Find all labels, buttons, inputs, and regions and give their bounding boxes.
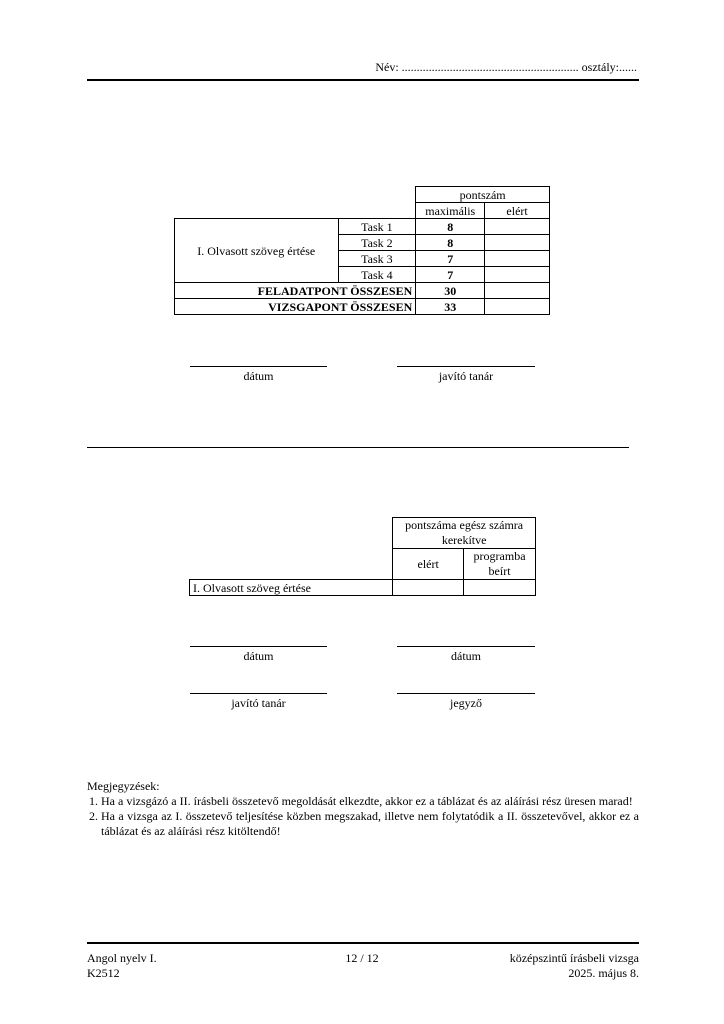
- col-program-header: programba beírt: [464, 549, 536, 580]
- task-total-achieved-cell[interactable]: [485, 283, 550, 299]
- task-label: Task 3: [338, 251, 416, 267]
- task-max: 7: [416, 251, 485, 267]
- task-total-label: FELADATPONT ÖSSZESEN: [175, 283, 416, 299]
- note-item: 2. Ha a vizsga az I. összetevő teljesítése közben megszakad, illetve nem folytatódik a II. összetevővel, akkor ez a táblázat és az aláírási rész kitöltendő!: [101, 809, 639, 839]
- task-achieved-cell[interactable]: [485, 219, 550, 235]
- date-label: dátum: [243, 649, 274, 663]
- rounded-achieved-cell[interactable]: [393, 580, 464, 596]
- section-divider: [87, 447, 629, 448]
- program-entered-cell[interactable]: [464, 580, 536, 596]
- task-label: Task 2: [338, 235, 416, 251]
- footer-right: [510, 951, 639, 981]
- exam-total-max: 33: [416, 299, 485, 315]
- subject-name: Angol nyelv I.: [87, 951, 157, 965]
- page-number: 12 / 12: [345, 951, 379, 965]
- footer-left: [87, 951, 157, 981]
- col-achieved-header: elért: [393, 549, 464, 580]
- notes-section: [87, 779, 639, 839]
- examiner-signature-line[interactable]: [397, 366, 535, 367]
- task-achieved-cell[interactable]: [485, 267, 550, 283]
- notary-signature-line[interactable]: [397, 693, 535, 694]
- section-label: I. Olvasott szöveg értése: [175, 219, 339, 283]
- exam-type: középszintű írásbeli vizsga: [509, 951, 639, 965]
- section-label: I. Olvasott szöveg értése: [190, 580, 393, 596]
- col-max-header: maximális: [416, 203, 485, 219]
- examiner-label: javító tanár: [231, 696, 286, 710]
- date-signature-line[interactable]: [397, 646, 535, 647]
- header-divider: [87, 79, 639, 81]
- exam-total-achieved-cell[interactable]: [485, 299, 550, 315]
- date-signature-line[interactable]: [190, 646, 327, 647]
- notes-title: Megjegyzések:: [87, 779, 160, 793]
- note-item: 1. Ha a vizsgázó a II. írásbeli összetevő megoldását elkezdte, akkor ez a táblázat és az aláírási rész üresen marad!: [101, 794, 639, 809]
- date-label: dátum: [451, 649, 481, 663]
- task-achieved-cell[interactable]: [485, 251, 550, 267]
- task-total-max: 30: [416, 283, 485, 299]
- date-signature-line[interactable]: [190, 366, 327, 367]
- exam-date: 2025. május 8.: [568, 966, 639, 980]
- rounded-score-table: [189, 517, 536, 596]
- examiner-label: javító tanár: [438, 369, 494, 383]
- footer-divider: [87, 942, 639, 944]
- col-achieved-header: elért: [485, 203, 550, 219]
- name-class-field: Név: ........................................................... osztály:......: [375, 60, 637, 74]
- task-max: 8: [416, 235, 485, 251]
- task-achieved-cell[interactable]: [485, 235, 550, 251]
- score-table: [174, 186, 550, 315]
- exam-code: K2512: [87, 966, 120, 980]
- rounded-group-header: pontszáma egész számra kerekítve: [393, 518, 536, 549]
- examiner-signature-line[interactable]: [190, 693, 327, 694]
- notary-label: jegyző: [450, 696, 482, 710]
- task-max: 7: [416, 267, 485, 283]
- exam-total-label: VIZSGAPONT ÖSSZESEN: [175, 299, 416, 315]
- task-max: 8: [416, 219, 485, 235]
- score-group-header: pontszám: [416, 187, 550, 203]
- task-label: Task 1: [338, 219, 416, 235]
- date-label: dátum: [243, 369, 274, 383]
- task-label: Task 4: [338, 267, 416, 283]
